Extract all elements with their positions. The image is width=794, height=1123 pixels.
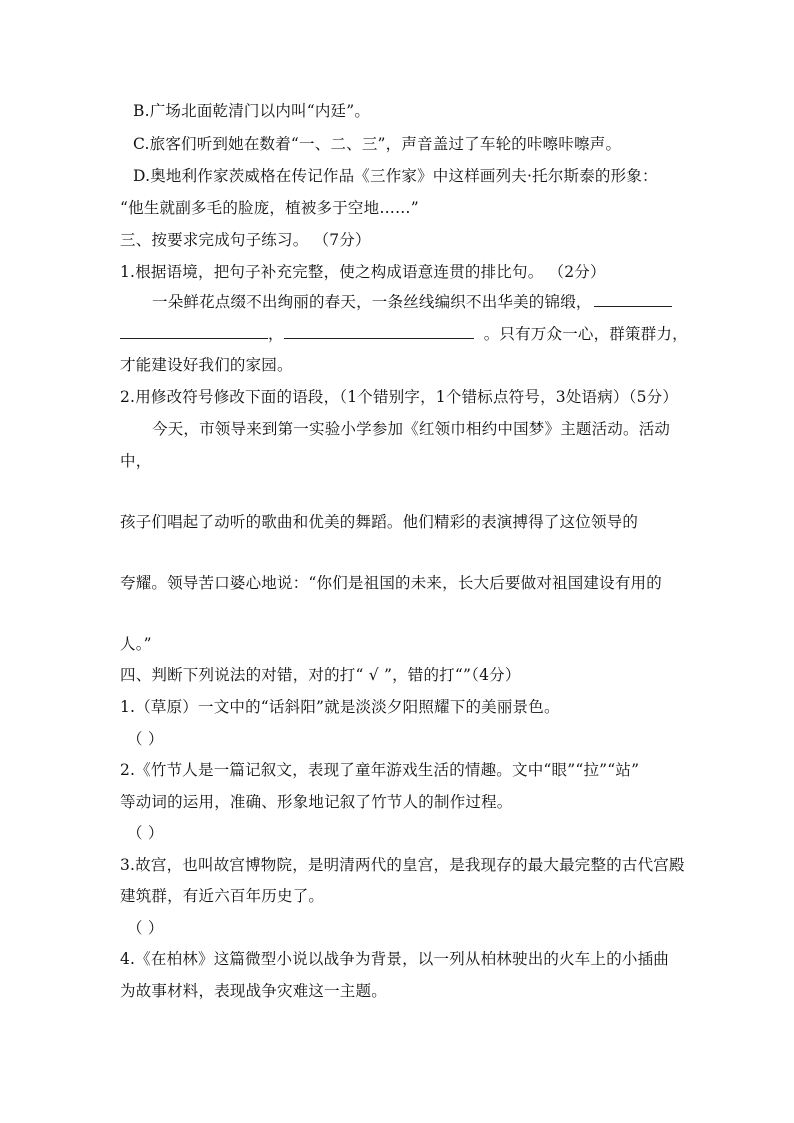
question-2-paragraph-5: 人。” xyxy=(120,635,152,653)
judgement-4-line-2: 为故事材料，表现战争灾难这一主题。 xyxy=(120,982,387,1000)
question-2-paragraph-3: 孩子们唱起了动听的歌曲和优美的舞蹈。他们精彩的表演搏得了这位领导的 xyxy=(120,513,639,531)
question-2-title: 2.用修改符号修改下面的语段，（1个错别字，1个错标点符号，3处语病）（5分） xyxy=(120,388,679,406)
question-2-paragraph-1: 今天，市领导来到第一实验小学参加《红领巾相约中国梦》主题活动。活动 xyxy=(152,420,671,438)
answer-blank-3[interactable] xyxy=(284,324,474,339)
judgement-4-line-1: 4.《在柏林》这篇微型小说以战争为背景，以一列从柏林驶出的火车上的小插曲 xyxy=(120,950,669,968)
question-1-title: 1.根据语境，把句子补充完整，使之构成语意连贯的排比句。 （2分） xyxy=(120,263,606,281)
question-1-continuation: 。只有万众一心，群策群力， xyxy=(483,325,688,343)
answer-blank-1[interactable] xyxy=(594,292,672,307)
question-1-comma: ， xyxy=(268,325,284,343)
judgement-1: 1.（草原）一文中的“话斜阳”就是淡淡夕阳照耀下的美丽景色。 xyxy=(120,698,560,716)
question-2-paragraph-4: 夸耀。领导苦口婆心地说：“你们是祖国的未来，长大后要做对祖国建设有用的 xyxy=(120,574,662,592)
answer-blank-2[interactable] xyxy=(120,324,268,339)
question-1-text-a xyxy=(152,292,672,312)
question-1-text-b xyxy=(120,324,688,344)
judgement-3-line-1: 3.故宫，也叫故宫博物院，是明清两代的皇宫，是我现存的最大最完整的古代宫殿 xyxy=(120,856,685,874)
judgement-2-line-1: 2.《竹节人是一篇记叙文，表现了童年游戏生活的情趣。文中“眼”“拉”“站” xyxy=(120,761,640,779)
judgement-1-answer[interactable]: （ ） xyxy=(127,730,164,748)
question-1-sentence: 一朵鲜花点缀不出绚丽的春天，一条丝线编织不出华美的锦缎， xyxy=(152,293,592,311)
option-c: C.旅客们听到她在数着“一、二、三”，声音盖过了车轮的咔嚓咔嚓声。 xyxy=(133,135,622,153)
section-3-title: 三、按要求完成句子练习。 （7分） xyxy=(120,231,371,249)
judgement-2-line-2: 等动词的运用，准确、形象地记叙了竹节人的制作过程。 xyxy=(120,793,513,811)
option-d-line-2: “他生就副多毛的脸庞，植被多于空地……” xyxy=(120,199,419,217)
section-4-title: 四、判断下列说法的对错，对的打“ √ ”，错的打“”（4分） xyxy=(120,666,521,684)
judgement-3-line-2: 建筑群，有近六百年历史了。 xyxy=(120,887,325,905)
question-1-text-c: 才能建设好我们的家园。 xyxy=(120,356,293,374)
question-2-paragraph-2: 中， xyxy=(120,452,152,470)
judgement-3-answer[interactable]: （ ） xyxy=(127,919,164,937)
option-d-line-1: D.奥地利作家茨威格在传记作品《三作家》中这样画列夫·托尔斯泰的形象： xyxy=(133,167,658,185)
option-b: B.广场北面乾清门以内叫“内廷”。 xyxy=(133,102,371,120)
judgement-2-answer[interactable]: （ ） xyxy=(127,824,164,842)
